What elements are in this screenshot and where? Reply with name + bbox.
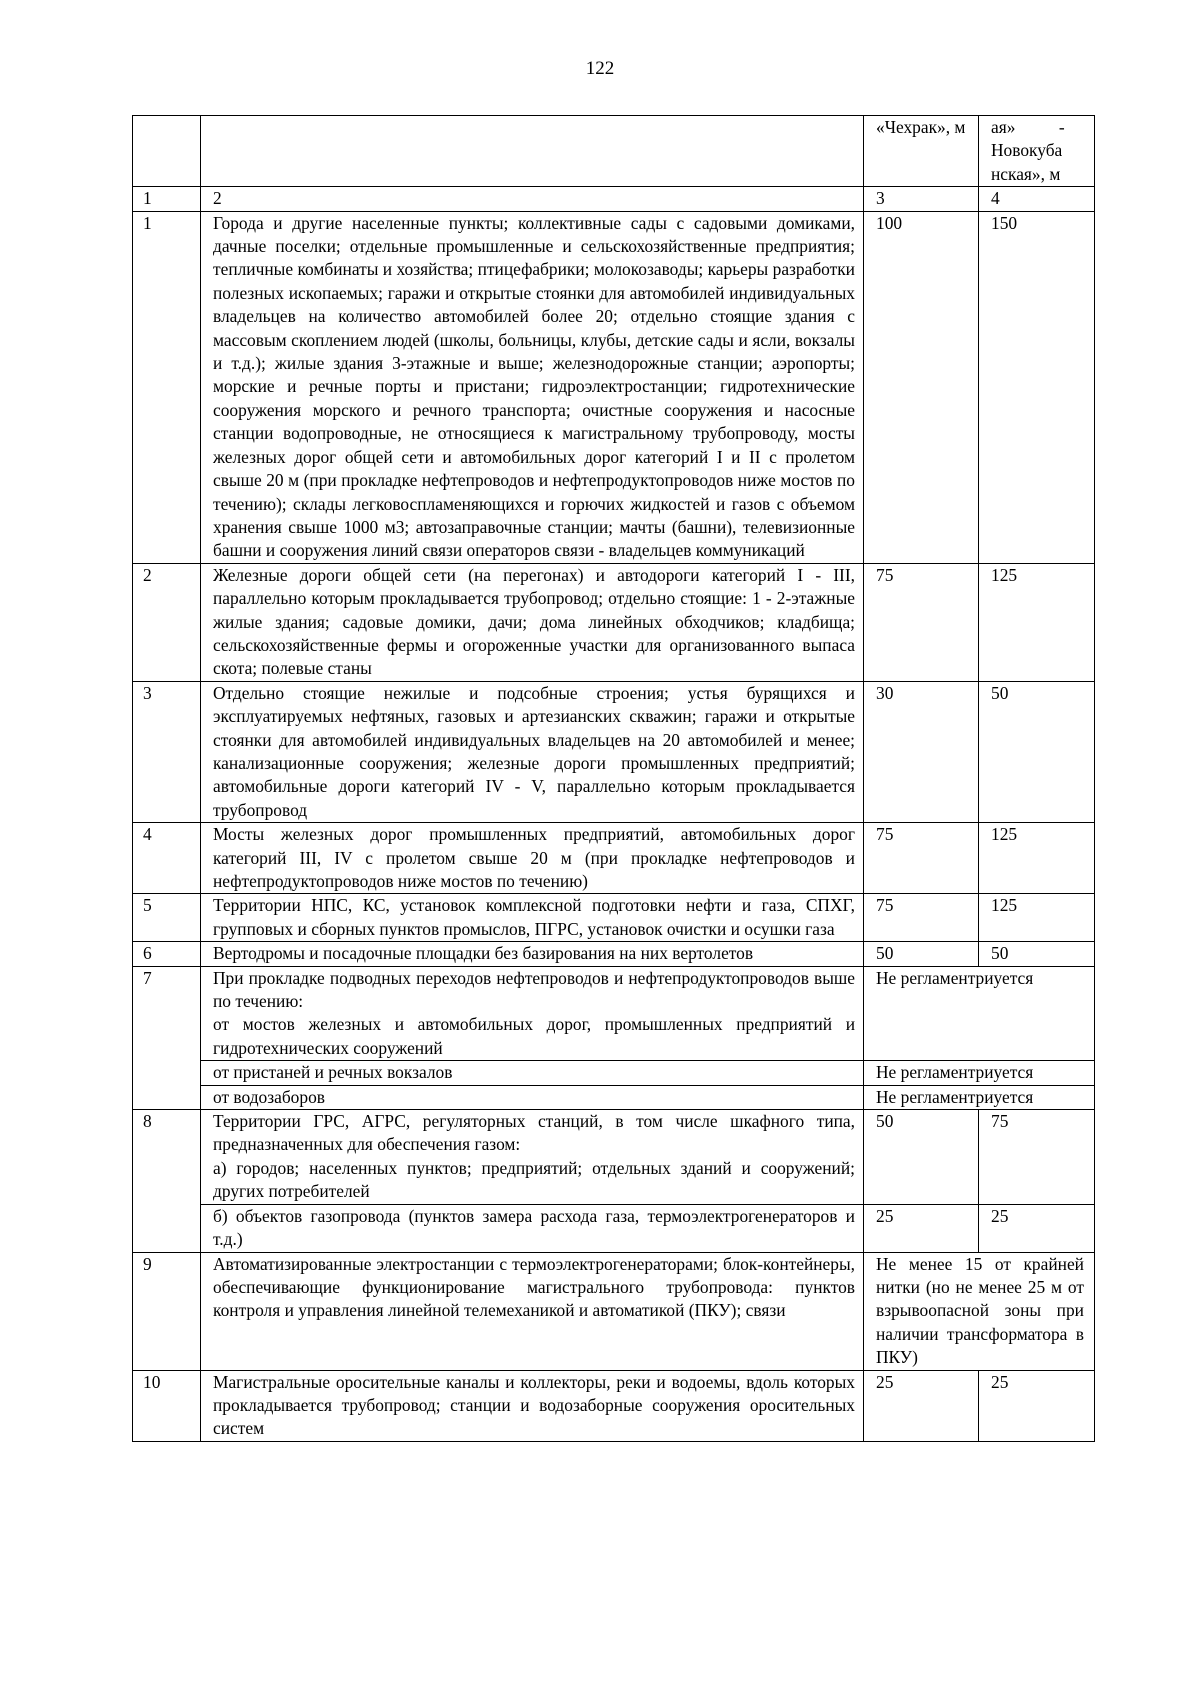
row-description: Вертодромы и посадочные площадки без базирования на них вертолетов [201,942,864,966]
row-distance-col3: 25 [864,1370,979,1441]
row-number: 8 [133,1110,201,1252]
row-distance-col4: 50 [979,681,1095,822]
row-distance-col4: 25 [979,1204,1095,1252]
table-row [133,894,1095,942]
header-cell-col4 [979,116,1095,187]
row-merged-value: Не регламентриуется [864,1061,1095,1085]
row-distance-col3: 50 [864,1110,979,1205]
row-merged-value: Не регламентриуется [864,1085,1095,1109]
header-cell-empty-1 [133,116,201,187]
table-row [133,681,1095,822]
table-row [133,942,1095,966]
col-number-4: 4 [979,187,1095,211]
row-distance-col3: 30 [864,681,979,822]
row-distance-col4: 150 [979,211,1095,563]
row-number: 3 [133,681,201,822]
table-row [133,211,1095,563]
row-distance-col4: 50 [979,942,1095,966]
row-distance-col3: 50 [864,942,979,966]
row-number: 10 [133,1370,201,1441]
row-merged-value: Не регламентриуется [864,966,1095,1061]
table-row [133,1110,1095,1205]
table-row [133,966,1095,1061]
column-number-row [133,187,1095,211]
row-number: 6 [133,942,201,966]
header-col4-line2: Новокуба нская», м [991,140,1063,184]
row-description: Отдельно стоящие нежилые и подсобные строения; устья бурящихся и эксплуатируемых нефтяных, газовых и артезианских скважин; гаражи и открытые стоянки для автомобилей индивидуальных владельцев на 20 автомобилей и менее; канализационные сооружения; железные дороги промышленных предприятий; автомобильные дороги категорий IV - V, параллельно которым прокладывается трубопровод [201,681,864,822]
header-cell-empty-2 [201,116,864,187]
col-number-1: 1 [133,187,201,211]
page-number: 122 [585,58,615,79]
row-description: Железные дороги общей сети (на перегонах) и автодороги категорий I - III, параллельно которым прокладывается трубопровод; отдельно стоящие: 1 - 2-этажные жилые здания; садовые домики, дачи; дома линейных обходчиков; кладбища; сельскохозяйственные фермы и огороженные участки для организованного выпаса скота; полевые станы [201,563,864,681]
table-row [133,1252,1095,1370]
row-merged-value: Не менее 15 от крайней нитки (но не менее 25 м от взрывоопасной зоны при наличии трансформатора в ПКУ) [864,1252,1095,1370]
col-number-2: 2 [201,187,864,211]
row-distance-col3: 75 [864,823,979,894]
table-header-row [133,116,1095,187]
row8-text-a2: а) городов; населенных пунктов; предприятий; отдельных зданий и сооружений; других потребителей [213,1157,855,1202]
table-subrow [133,1061,1095,1085]
row8-text-a: Территории ГРС, АГРС, регуляторных станций, в том числе шкафного типа, предназначенных для обеспечения газом: [213,1111,855,1155]
header-col4-line1: ая» - [991,117,1065,137]
row7-text-a: При прокладке подводных переходов нефтепроводов и нефтепродуктопроводов выше по течению: [213,967,855,1012]
row-description: Магистральные оросительные каналы и коллекторы, реки и водоемы, вдоль которых прокладывается трубопровод; станции и водозаборные сооружения оросительных систем [201,1370,864,1441]
table-subrow [133,1204,1095,1252]
row-number: 2 [133,563,201,681]
row-description: Автоматизированные электростанции с термоэлектрогенераторами; блок-контейнеры, обеспечивающие функционирование магистрального трубопровода: пунктов контроля и управления линейной телемеханикой и автоматикой (ПКУ); связи [201,1252,864,1370]
row-description: Территории НПС, КС, установок комплексной подготовки нефти и газа, СПХГ, групповых и сборных пунктов промыслов, ПГРС, установок очистки и осушки газа [201,894,864,942]
row-distance-col3: 25 [864,1204,979,1252]
row-distance-col3: 100 [864,211,979,563]
row-distance-col4: 125 [979,563,1095,681]
row-distance-col4: 75 [979,1110,1095,1205]
row7-text-d: от водозаборов [201,1085,864,1109]
row8-text-b: б) объектов газопровода (пунктов замера расхода газа, термоэлектрогенераторов и т.д.) [201,1204,864,1252]
row-description: Города и другие населенные пункты; коллективные сады с садовыми домиками, дачные поселки; отдельные промышленные и сельскохозяйственные предприятия; тепличные комбинаты и хозяйства; птицефабрики; молокозаводы; карьеры разработки полезных ископаемых; гаражи и открытые стоянки для автомобилей индивидуальных владельцев на количество автомобилей более 20; отдельно стоящие здания с массовым скоплением людей (школы, больницы, клубы, детские сады и ясли, вокзалы и т.д.); жилые здания 3-этажные и выше; железнодорожные станции; аэропорты; морские и речные порты и пристани; гидроэлектростанции; гидротехнические сооружения морского и речного транспорта; очистные сооружения и насосные станции водопроводные, не относящиеся к магистральному трубопроводу, мосты железных дорог общей сети и автомобильных дорог категорий I и II с пролетом свыше 20 м (при прокладке нефтепроводов и нефтепродуктопроводов ниже мостов по течению); склады легковоспламеняющихся и горючих жидкостей и газов с объемом хранения свыше 1000 м3; автозаправочные станции; мачты (башни), телевизионные башни и сооружения линий связи операторов связи - владельцев коммуникаций [201,211,864,563]
row-description: Мосты железных дорог промышленных предприятий, автомобильных дорог категорий III, IV с пролетом свыше 20 м (при прокладке нефтепроводов и нефтепродуктопроводов ниже мостов по течению) [201,823,864,894]
table-row [133,563,1095,681]
row-distance-col4: 125 [979,894,1095,942]
col-number-3: 3 [864,187,979,211]
row-number: 1 [133,211,201,563]
row-number: 9 [133,1252,201,1370]
row-distance-col4: 125 [979,823,1095,894]
table-row [133,823,1095,894]
row-distance-col4: 25 [979,1370,1095,1441]
row-number: 7 [133,966,201,1109]
row-distance-col3: 75 [864,563,979,681]
row-number: 4 [133,823,201,894]
row7-text-c: от пристаней и речных вокзалов [201,1061,864,1085]
table-subrow [133,1085,1095,1109]
row-description [201,1110,864,1205]
row-distance-col3: 75 [864,894,979,942]
row7-text-b: от мостов железных и автомобильных дорог, промышленных предприятий и гидротехнических сооружений [213,1014,855,1058]
header-cell-col3: «Чехрак», м [864,116,979,187]
row-description [201,966,864,1061]
row-number: 5 [133,894,201,942]
distance-table [132,115,1095,1442]
table-row [133,1370,1095,1441]
